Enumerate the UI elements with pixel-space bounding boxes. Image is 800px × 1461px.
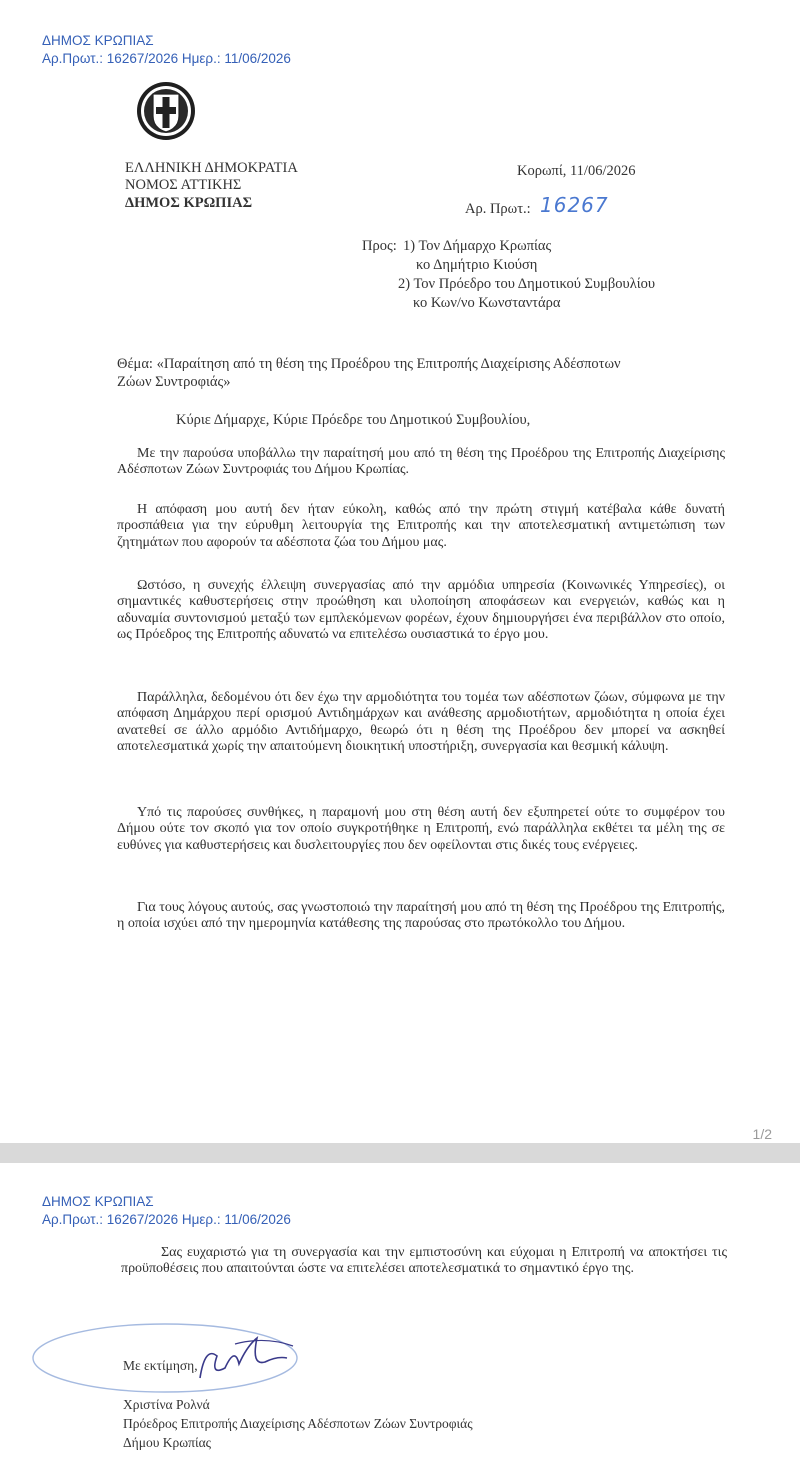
salutation: Κύριε Δήμαρχε, Κύριε Πρόεδρε του Δημοτικού Συμβουλίου, [176, 412, 531, 428]
subject-line-2: Ζώων Συντροφιάς» [117, 374, 231, 390]
paragraph-5: Υπό τις παρούσες συνθήκες, η παραμονή μου στη θέση αυτή δεν εξυπηρετεί ούτε το συμφέρον του Δήμου ούτε τον σκοπό για τον οποίο συγκροτήθηκε η Επιτροπή, ενώ παράλληλα εκθέτει τα μέλη της σε ευθύνες για καθυστερήσεις και δυσλειτουργίες που δεν οφείλονται στις δικές τους ενέργειες. [117, 805, 725, 853]
greek-coat-of-arms-icon [135, 80, 197, 142]
page-number: 1/2 [752, 1126, 772, 1142]
handwritten-protocol-number: 16267 [540, 193, 609, 217]
recipients-label: Προς: [362, 238, 397, 254]
recipient-2-name: κο Κων/νο Κωνσταντάρα [413, 295, 561, 311]
stamp-municipality: ΔΗΜΟΣ ΚΡΩΠΙΑΣ [42, 33, 154, 48]
paragraph-1: Με την παρούσα υποβάλλω την παραίτησή μου από τη θέση της Προέδρου της Επιτροπής Διαχείρισης Αδέσποτων Ζώων Συντροφιάς του Δήμου Κρωπίας. [117, 446, 725, 478]
recipient-1: 1) Τον Δήμαρχο Κρωπίας [403, 238, 552, 254]
closing-paragraph: Σας ευχαριστώ για τη συνεργασία και την εμπιστοσύνη και εύχομαι η Επιτροπή να αποκτήσει τις προϋποθέσεις που απαιτούνται ώστε να επιτελέσει αποτελεσματικά το σημαντικό έργο της. [121, 1245, 727, 1277]
recipient-2: 2) Τον Πρόεδρο του Δημοτικού Συμβουλίου [398, 276, 656, 292]
paragraph-6: Για τους λόγους αυτούς, σας γνωστοποιώ την παραίτησή μου από τη θέση της Προέδρου της Επιτροπής, η οποία ισχύει από την ημερομηνία κατάθεσης της παρούσας στο πρωτόκολλο του Δήμου. [117, 900, 725, 932]
signer-title: Πρόεδρος Επιτροπής Διαχείρισης Αδέσποτων Ζώων Συντροφιάς [123, 1416, 473, 1431]
subject-line-1: Θέμα: «Παραίτηση από τη θέση της Προέδρου της Επιτροπής Διαχείρισης Αδέσποτων [117, 356, 621, 372]
stamp-protocol: Αρ.Πρωτ.: 16267/2026 Ημερ.: 11/06/2026 [42, 1212, 291, 1227]
paragraph-3: Ωστόσο, η συνεχής έλλειψη συνεργασίας από την αρμόδια υπηρεσία (Κοινωνικές Υπηρεσίες), οι σημαντικές καθυστερήσεις στην προώθηση και υλοποίηση αποφάσεων και ενεργειών, καθώς και η αδυναμία συντονισμού μεταξύ των εμπλεκόμενων φορέων, έχουν δημιουργήσει ένα περιβάλλον στο οποίο, ως Πρόεδρος της Επιτροπής αδυνατώ να επιτελέσω ουσιαστικά το έργο μου. [117, 578, 725, 643]
place-date: Κορωπί, 11/06/2026 [517, 163, 636, 179]
protocol-stamp-page-2 [42, 1193, 291, 1229]
signer-organization: Δήμου Κρωπίας [123, 1435, 212, 1450]
header-prefecture: ΝΟΜΟΣ ΑΤΤΙΚΗΣ [125, 177, 242, 193]
signature-closing: Με εκτίμηση, [123, 1358, 198, 1373]
header-municipality: ΔΗΜΟΣ ΚΡΩΠΙΑΣ [125, 195, 253, 211]
paragraph-4: Παράλληλα, δεδομένου ότι δεν έχω την αρμοδιότητα του τομέα των αδέσποτων ζώων, σύμφωνα με την απόφαση Δημάρχου περί ορισμού Αντιδημάρχων και ανάθεσης αρμοδιοτήτων, αρμοδιότητα η οποία έχει ανατεθεί σε άλλο αρμόδιο Αντιδήμαρχο, θεωρώ ότι η θέση της Προέδρου δεν μπορεί να ασκηθεί αποτελεσματικά χωρίς την απαιτούμενη διοικητική υποστήριξη, συνεργασία και θεσμική κάλυψη. [117, 690, 725, 755]
stamp-municipality: ΔΗΜΟΣ ΚΡΩΠΙΑΣ [42, 1194, 154, 1209]
protocol-stamp [42, 32, 291, 68]
stamp-protocol: Αρ.Πρωτ.: 16267/2026 Ημερ.: 11/06/2026 [42, 51, 291, 66]
paragraph-2: Η απόφαση μου αυτή δεν ήταν εύκολη, καθώς από την πρώτη στιγμή κατέβαλα κάθε δυνατή προσπάθεια για την εύρυθμη λειτουργία της Επιτροπής και την αποτελεσματική αντιμετώπιση των ζητημάτων που αφορούν τα αδέσποτα ζώα του Δήμου μας. [117, 502, 725, 550]
recipient-1-name: κο Δημήτριο Κιούση [416, 257, 538, 273]
signer-name: Χριστίνα Ρολνά [123, 1397, 210, 1412]
protocol-label: Αρ. Πρωτ.: [465, 201, 531, 217]
header-republic: ΕΛΛΗΝΙΚΗ ΔΗΜΟΚΡΑΤΙΑ [125, 160, 298, 176]
